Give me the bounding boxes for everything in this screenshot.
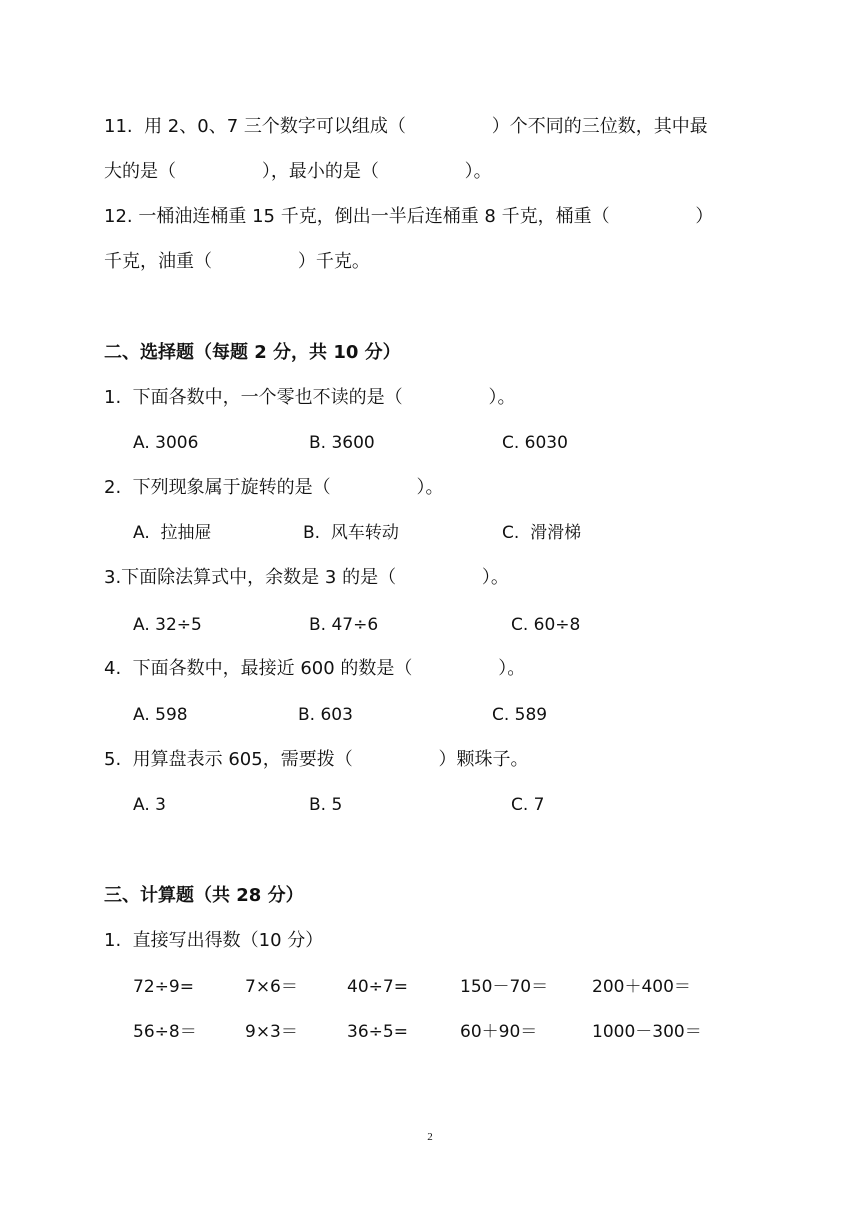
mc-q5-stem: 5. 用算盘表示 605，需要拨（ ）颗珠子。 [104, 749, 529, 770]
page-number: 2 [427, 1131, 433, 1143]
calc-r1-c4: 150－70＝ [460, 977, 549, 997]
mc-q2-stem: 2. 下列现象属于旋转的是（ ）。 [104, 477, 444, 498]
calc-sub1-title: 1. 直接写出得数（10 分） [104, 930, 324, 951]
q12-line2: 千克，油重（ ）千克。 [104, 251, 370, 272]
calc-r2-c5: 1000－300＝ [592, 1022, 702, 1042]
q11-line1: 11. 用 2、0、7 三个数字可以组成（ ）个不同的三位数，其中最 [104, 116, 708, 137]
mc-q4-option-c: C. 589 [492, 705, 548, 725]
mc-q5-option-c: C. 7 [511, 795, 545, 815]
mc-q1-option-b: B. 3600 [309, 433, 375, 453]
calc-r2-c1: 56÷8＝ [133, 1022, 197, 1042]
calc-r1-c3: 40÷7= [347, 977, 408, 997]
mc-q1-stem: 1. 下面各数中，一个零也不读的是（ ）。 [104, 387, 516, 408]
mc-q5-option-a: A. 3 [133, 795, 166, 815]
q11-line2: 大的是（ ），最小的是（ ）。 [104, 161, 492, 182]
q12-line1: 12. 一桶油连桶重 15 千克，倒出一半后连桶重 8 千克，桶重（ ） [104, 206, 714, 227]
section3-heading: 三、计算题（共 28 分） [104, 885, 304, 906]
calc-r1-c5: 200＋400＝ [592, 977, 691, 997]
mc-q3-option-a: A. 32÷5 [133, 615, 202, 635]
calc-r2-c4: 60＋90＝ [460, 1022, 538, 1042]
calc-r2-c3: 36÷5= [347, 1022, 408, 1042]
mc-q2-option-a: A. 拉抽屉 [133, 523, 212, 543]
calc-r1-c2: 7×6＝ [245, 977, 298, 997]
mc-q1-option-a: A. 3006 [133, 433, 199, 453]
mc-q2-option-b: B. 风车转动 [303, 523, 399, 543]
mc-q4-stem: 4. 下面各数中，最接近 600 的数是（ ）。 [104, 658, 526, 679]
mc-q4-option-a: A. 598 [133, 705, 188, 725]
mc-q1-option-c: C. 6030 [502, 433, 568, 453]
mc-q4-option-b: B. 603 [298, 705, 353, 725]
mc-q3-option-c: C. 60÷8 [511, 615, 581, 635]
mc-q3-option-b: B. 47÷6 [309, 615, 379, 635]
mc-q3-stem: 3.下面除法算式中，余数是 3 的是（ ）。 [104, 567, 509, 588]
section2-heading: 二、选择题（每题 2 分，共 10 分） [104, 342, 401, 363]
mc-q2-option-c: C. 滑滑梯 [502, 523, 582, 543]
calc-r2-c2: 9×3＝ [245, 1022, 298, 1042]
calc-r1-c1: 72÷9= [133, 977, 194, 997]
mc-q5-option-b: B. 5 [309, 795, 343, 815]
